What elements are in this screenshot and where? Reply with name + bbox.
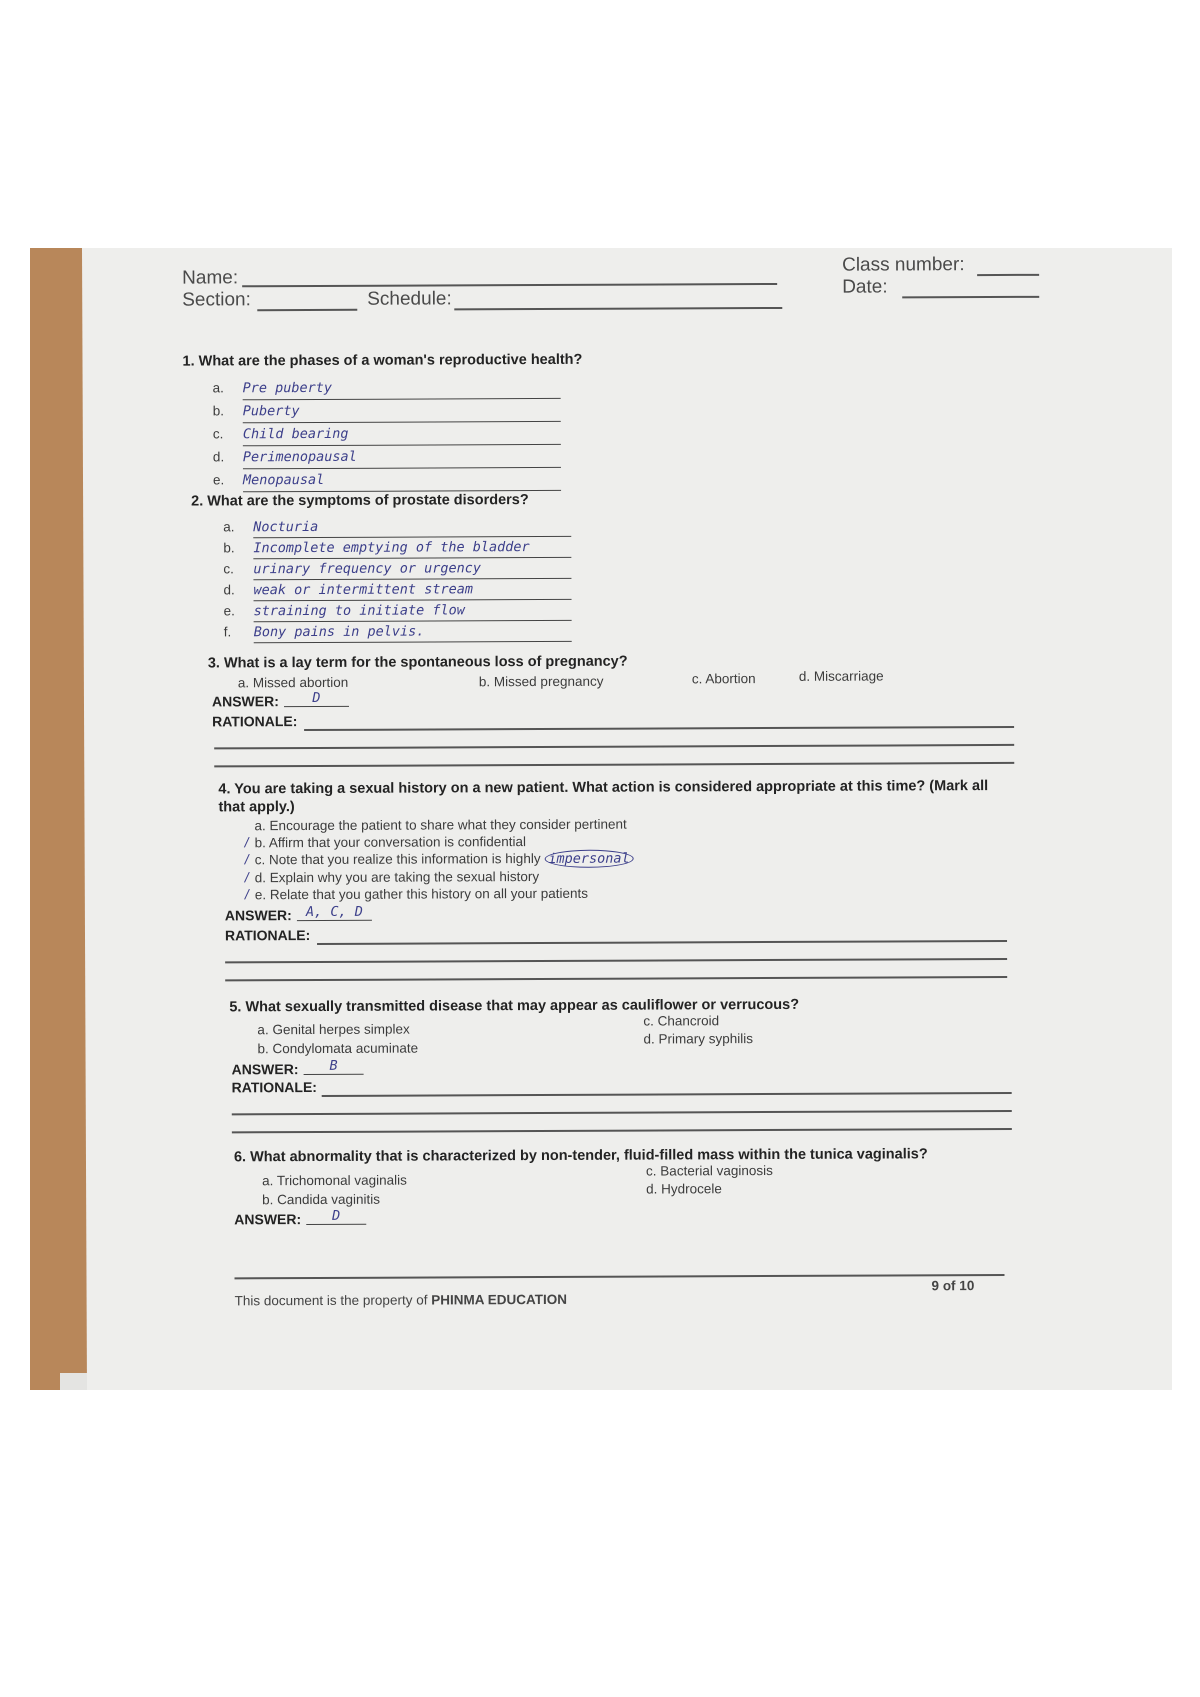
q3-option-d: d. Miscarriage (798, 668, 884, 684)
q1-question: 1. What are the phases of a woman's reproductive health? (182, 351, 583, 370)
q3-option-a: a. Missed abortion (237, 674, 349, 691)
q4-option-b: / b. Affirm that your conversation is confidential (244, 834, 527, 851)
q4-question-line2: that apply.) (218, 799, 295, 816)
q2-answer-b: Incomplete emptying of the bladder (253, 537, 571, 559)
q4-answer: A, C, D (297, 904, 372, 921)
q3-question: 3. What is a lay term for the spontaneous loss of pregnancy? (207, 653, 628, 672)
q4-rationale-label: RATIONALE: (224, 927, 311, 944)
q2-item: d. weak or intermittent stream (223, 579, 571, 602)
q1-item: b. Puberty (213, 399, 561, 424)
q5-rationale-line (232, 1110, 1012, 1115)
q2-answer-list (223, 516, 572, 644)
q5-option-d: d. Primary syphilis (643, 1031, 754, 1047)
q2-item: c. urinary frequency or urgency (223, 558, 571, 581)
q4-option-c: / c. Note that you realize this information is highly impersonal (245, 850, 634, 870)
date-line (902, 296, 1039, 298)
name-line (242, 283, 777, 287)
q5-option-b: b. Condylomata acuminate (257, 1040, 419, 1057)
q1-item: d. Perimenopausal (213, 445, 561, 470)
q4-rationale-line (225, 976, 1007, 981)
footer-owner: PHINMA EDUCATION (431, 1291, 567, 1308)
q2-item: b. Incomplete emptying of the bladder (223, 537, 571, 560)
q1-answer-a: Pre puberty (243, 376, 561, 400)
q1-item: c. Child bearing (213, 422, 561, 447)
worksheet-page (82, 248, 1172, 1390)
q3-answer-label: ANSWER: (211, 693, 279, 710)
footer-property: This document is the property of PHINMA EDUCATION (234, 1291, 567, 1309)
q1-answer-e: Menopausal (243, 468, 561, 492)
q3-option-b: b. Missed pregnancy (478, 673, 604, 690)
q6-answer: D (306, 1208, 366, 1225)
q2-answer-e: straining to initiate flow (254, 600, 572, 622)
q3-rationale-line (214, 762, 1014, 767)
q4-rationale-line (317, 940, 1007, 945)
q1-answer-b: Puberty (243, 399, 561, 423)
q6-question: 6. What abnormality that is characterized by non-tender, fluid-filled mass within the tunica vaginalis? (233, 1146, 928, 1166)
page-number: 9 of 10 (931, 1278, 975, 1294)
q4-option-list (244, 816, 633, 904)
footer-rule (234, 1274, 1004, 1279)
q2-question: 2. What are the symptoms of prostate disorders? (191, 492, 529, 510)
q1-answer-d: Perimenopausal (243, 445, 561, 469)
q5-option-a: a. Genital herpes simplex (257, 1021, 410, 1038)
q2-answer-d: weak or intermittent stream (253, 579, 571, 601)
q6-option-d: d. Hydrocele (646, 1181, 722, 1197)
q4-rationale-line (225, 958, 1007, 963)
q4-option-d: / d. Explain why you are taking the sexual history (244, 869, 540, 886)
q5-rationale-line (232, 1128, 1012, 1133)
date-label: Date: (842, 276, 888, 298)
q5-rationale-line (322, 1092, 1012, 1097)
q4-answer-label: ANSWER: (224, 907, 292, 924)
q5-rationale-label: RATIONALE: (231, 1078, 317, 1096)
q5-answer: B (304, 1058, 364, 1075)
q3-answer: D (284, 690, 349, 707)
q2-item: f. Bony pains in pelvis. (224, 621, 572, 644)
q1-item: a. Pre puberty (213, 376, 561, 401)
q2-answer-c: urinary frequency or urgency (253, 558, 571, 580)
q4-option-a: a. Encourage the patient to share what they consider pertinent (254, 816, 627, 834)
q5-answer-label: ANSWER: (231, 1061, 299, 1078)
q2-answer-f: Bony pains in pelvis. (254, 621, 572, 643)
q3-rationale-line (214, 744, 1014, 749)
q5-question: 5. What sexually transmitted disease that may appear as cauliflower or verrucous? (229, 996, 800, 1016)
name-label: Name: (182, 267, 239, 289)
q6-option-a: a. Trichomonal vaginalis (262, 1172, 407, 1189)
q3-option-c: c. Abortion (691, 671, 756, 687)
photo-background (30, 248, 1172, 1390)
q1-answer-c: Child bearing (243, 422, 561, 446)
circled-word: impersonal (544, 850, 633, 868)
section-label: Section: (182, 289, 251, 311)
class-number-label: Class number: (842, 254, 965, 276)
class-number-line (977, 274, 1039, 276)
q5-option-c: c. Chancroid (643, 1013, 720, 1029)
q2-answer-a: Nocturia (253, 516, 571, 538)
section-line (257, 309, 357, 311)
q2-item: e. straining to initiate flow (224, 600, 572, 623)
q1-item: e. Menopausal (213, 468, 561, 493)
q6-answer-label: ANSWER: (234, 1211, 302, 1228)
schedule-line (454, 307, 782, 310)
q3-rationale-line (304, 726, 1014, 731)
q4-option-e: / e. Relate that you gather this history on all your patients (244, 885, 589, 903)
schedule-label: Schedule: (367, 288, 452, 310)
q3-rationale-label: RATIONALE: (212, 713, 298, 730)
q2-item: a. Nocturia (223, 516, 571, 539)
q4-question-line1: 4. You are taking a sexual history on a new patient. What action is considered appropriate at this time? (Mark all (218, 778, 989, 798)
q6-option-c: c. Bacterial vaginosis (646, 1162, 773, 1179)
q1-answer-list (213, 376, 561, 493)
q6-option-b: b. Candida vaginitis (262, 1191, 381, 1208)
